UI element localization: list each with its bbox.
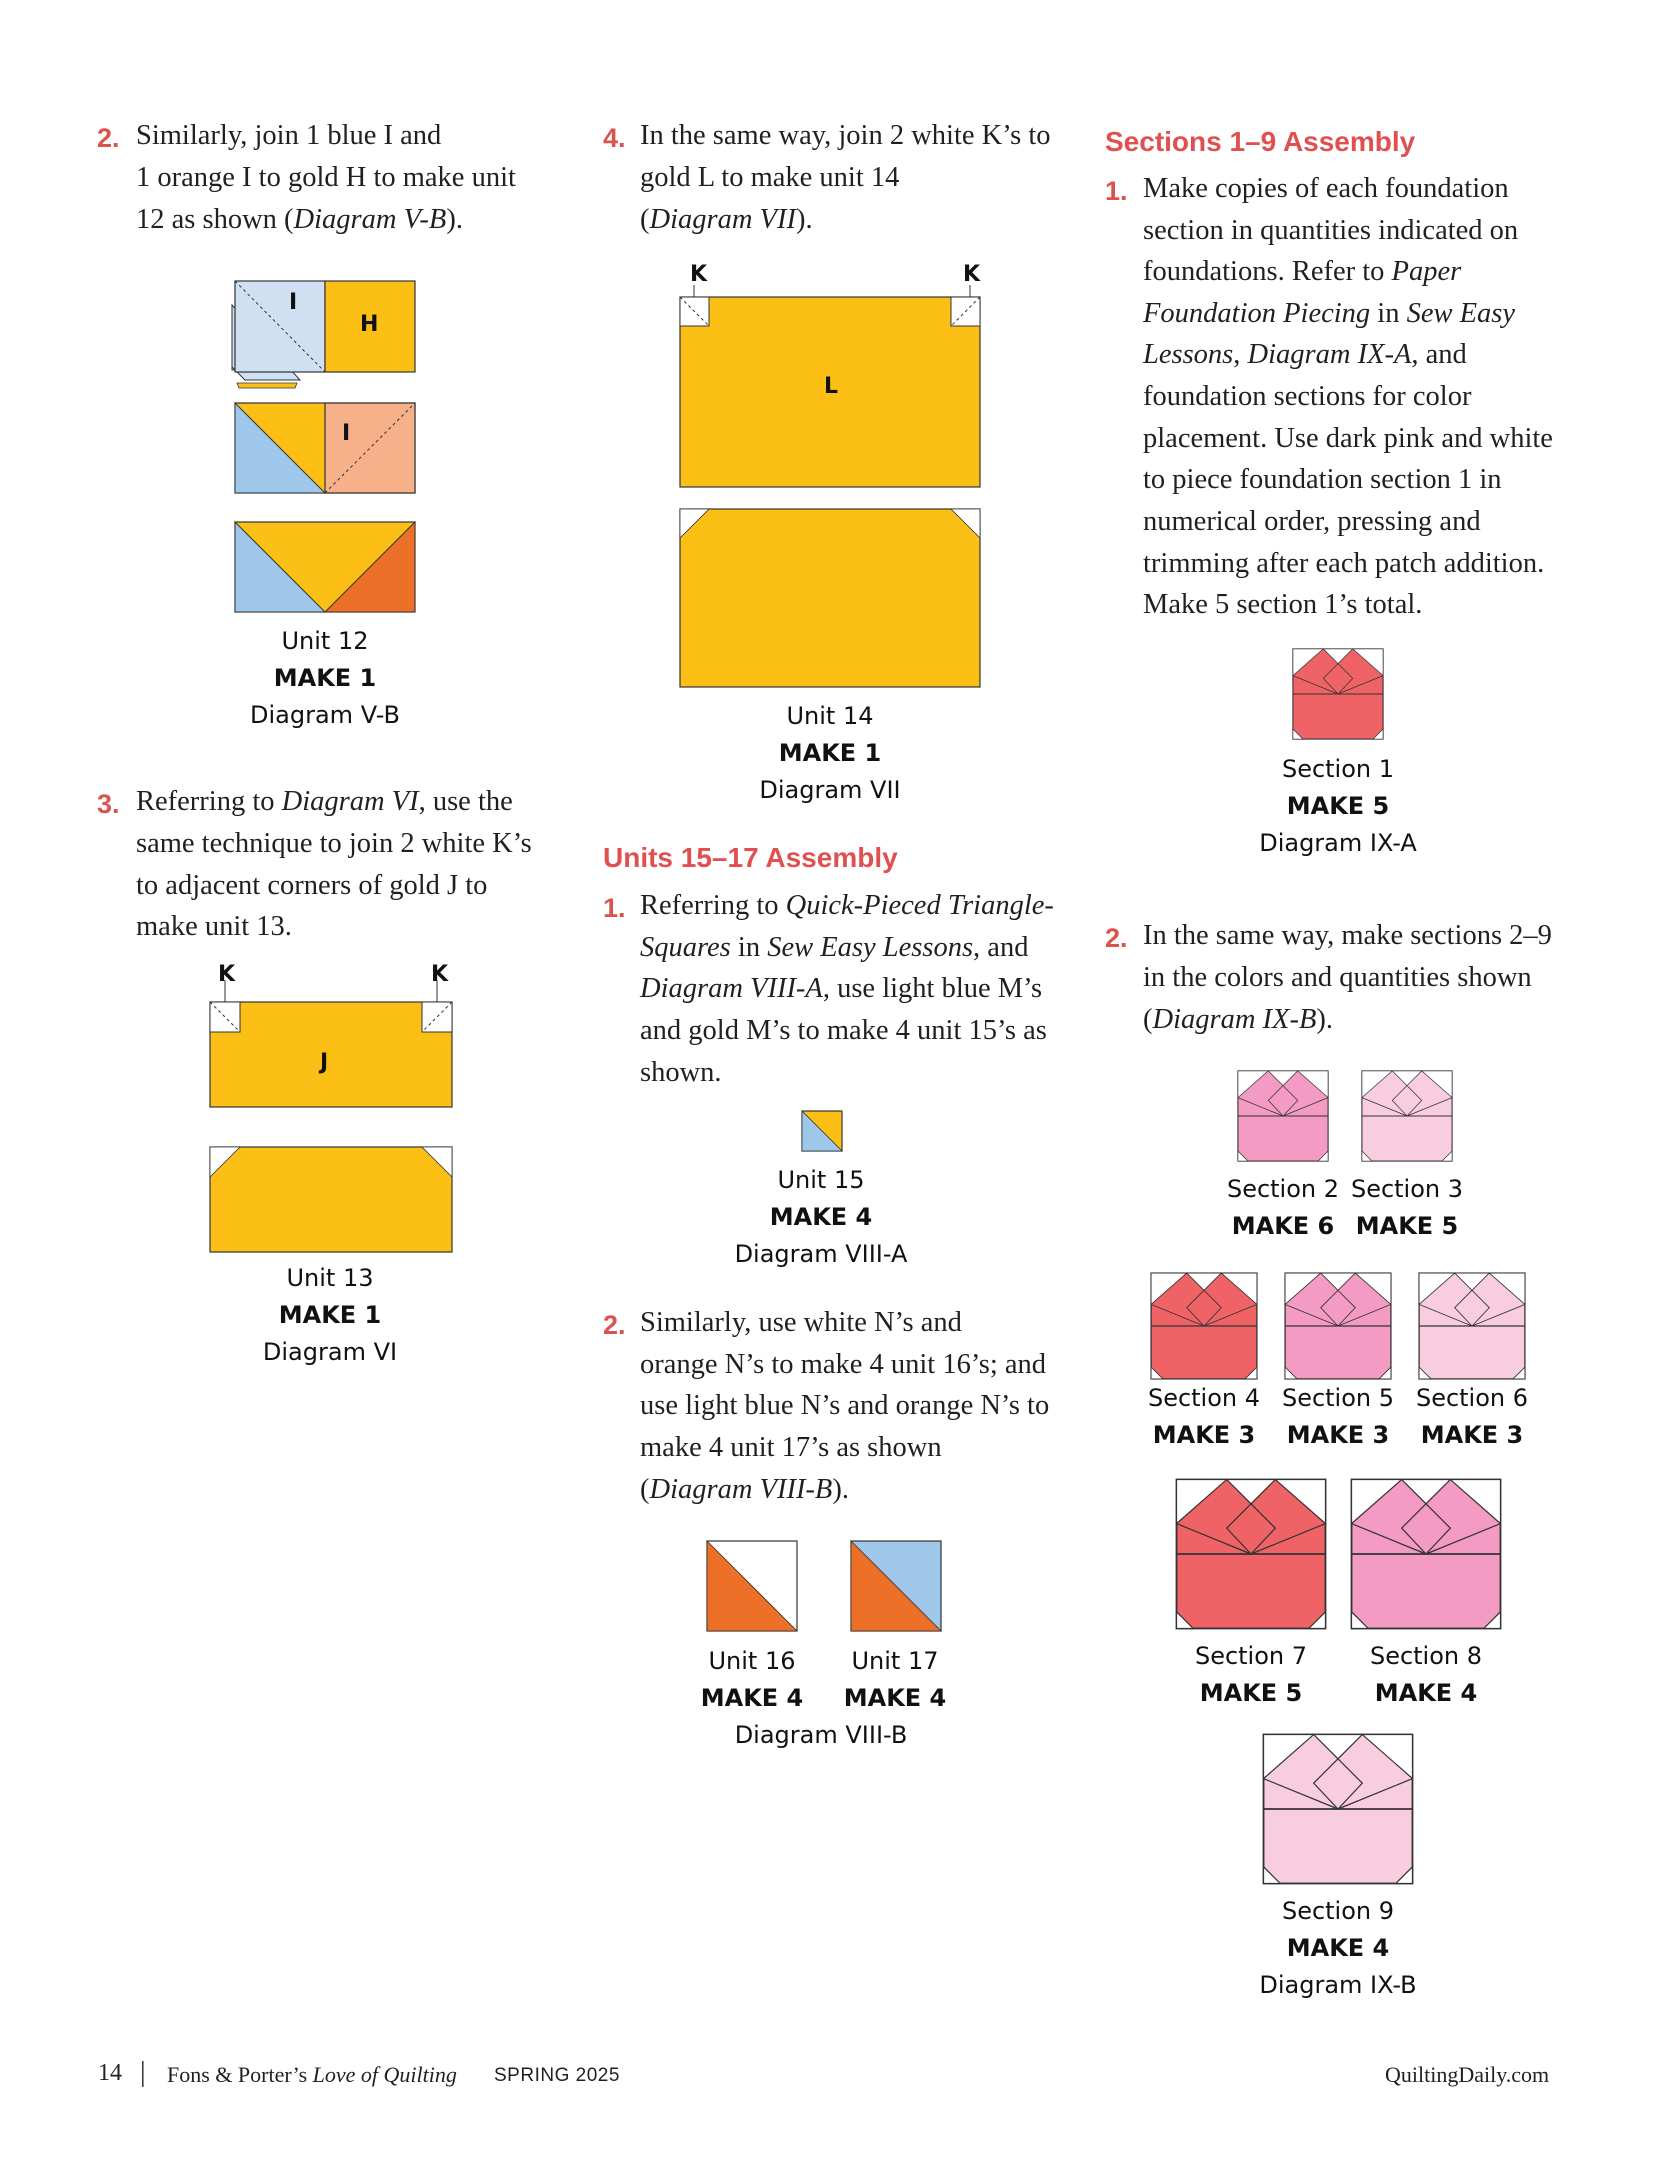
diagram-viii-a [801, 1110, 843, 1152]
caption-make: MAKE 1 [278, 1301, 382, 1329]
caption-section-2 [1213, 1171, 1353, 1245]
unit12-part-bottom [235, 522, 415, 612]
caption-section: Section 5 [1281, 1384, 1395, 1412]
section-heading-units-15-17: Units 15–17 Assembly [603, 842, 898, 873]
caption-section-3 [1337, 1171, 1477, 1245]
caption-section: Section 9 [1281, 1897, 1395, 1925]
section-8-block [1350, 1478, 1502, 1630]
caption-section: Section 6 [1415, 1384, 1529, 1412]
section-2-block [1237, 1070, 1329, 1162]
caption-diagram: Diagram IX-A [1259, 829, 1417, 857]
unit-17-block [850, 1540, 942, 1632]
website-link[interactable]: QuiltingDaily.com [1385, 2062, 1550, 2087]
label-i-mid: I [342, 421, 351, 446]
caption-section: Section 2 [1226, 1175, 1340, 1203]
caption-section-6 [1402, 1380, 1542, 1454]
caption-diagram: Diagram VIII-A [734, 1240, 908, 1268]
step-text-line: Similarly, join 1 blue I and [136, 120, 442, 151]
caption-section: Section 3 [1350, 1175, 1464, 1203]
caption-unit: Unit 12 [281, 627, 369, 655]
issue-label: SPRING 2025 [494, 2065, 620, 2086]
step-text-line: Foundation Piecing in Sew Easy [1143, 298, 1516, 329]
step-text-line: and gold M’s to make 4 unit 15’s as [640, 1015, 1047, 1046]
caption-make: MAKE 4 [843, 1684, 947, 1712]
diagram-vii [675, 285, 985, 690]
section-5-block [1284, 1272, 1392, 1380]
caption-diagram: Diagram V-B [250, 701, 400, 729]
caption-make: MAKE 1 [273, 664, 377, 692]
step-text-line: placement. Use dark pink and white [1143, 423, 1553, 454]
step-number: 1. [603, 893, 626, 923]
step-text-line: in the colors and quantities shown [1143, 962, 1532, 993]
section-9-block [1262, 1733, 1414, 1885]
step-text-line: Make copies of each foundation [1143, 173, 1509, 204]
caption-unit: Unit 15 [777, 1166, 865, 1194]
step-number: 2. [603, 1310, 626, 1340]
caption-section-8 [1351, 1638, 1501, 1712]
step-text-line: Lessons, Diagram IX-A, and [1143, 339, 1467, 370]
footer-separator: | [140, 2057, 146, 2088]
caption-unit: Unit 13 [286, 1264, 374, 1292]
step-text-line: shown. [640, 1057, 722, 1088]
unit12-part-top [232, 281, 415, 388]
step-text-line: Make 5 section 1’s total. [1143, 589, 1423, 620]
caption-unit-16 [672, 1643, 832, 1717]
caption-section: Section 7 [1194, 1642, 1308, 1670]
caption-make: MAKE 5 [1199, 1679, 1303, 1707]
label-h: H [360, 312, 379, 337]
step-text-line: (Diagram IX-B). [1143, 1004, 1333, 1035]
section-3-block [1361, 1070, 1453, 1162]
step-text-line: 1 orange I to gold H to make unit [136, 162, 516, 193]
caption-section-9 [1213, 1893, 1463, 2004]
step-text-line: (Diagram VII). [640, 204, 813, 235]
label-j: J [320, 1050, 329, 1075]
step-text-line: section in quantities indicated on [1143, 215, 1519, 246]
section-4-block [1150, 1272, 1258, 1380]
unit-16-block [706, 1540, 798, 1632]
step-text-line: numerical order, pressing and [1143, 506, 1481, 537]
step-text-line: same technique to join 2 white K’s [136, 828, 532, 859]
caption-unit-17 [815, 1643, 975, 1717]
caption-unit: Unit 17 [851, 1647, 939, 1675]
caption-make: MAKE 3 [1420, 1421, 1524, 1449]
step-text-line: orange N’s to make 4 unit 16’s; and [640, 1349, 1047, 1380]
step-text-line: Diagram VIII-A, use light blue M’s [640, 973, 1043, 1004]
label-l: L [824, 374, 839, 399]
step-text-line: use light blue N’s and orange N’s to [640, 1390, 1050, 1421]
label-i-top: I [289, 290, 298, 315]
label-k-left: K [218, 962, 236, 987]
step-text-line: foundation sections for color [1143, 381, 1472, 412]
page-number: 14 [98, 2060, 122, 2086]
caption-make: MAKE 5 [1286, 792, 1390, 820]
unit12-part-middle [235, 403, 415, 493]
step-text-line: (Diagram VIII-B). [640, 1474, 849, 1505]
step-text-line: gold L to make unit 14 [640, 162, 900, 193]
caption-make: MAKE 3 [1152, 1421, 1256, 1449]
caption-section: Section 4 [1147, 1384, 1261, 1412]
caption-unit-13 [200, 1260, 460, 1371]
caption-make: MAKE 4 [700, 1684, 804, 1712]
caption-diagram: Diagram VI [262, 1338, 398, 1366]
caption-unit-12 [195, 623, 455, 734]
caption-section-7 [1176, 1638, 1326, 1712]
caption-make: MAKE 1 [778, 739, 882, 767]
caption-diagram-viii-b: Diagram VIII-B [734, 1721, 908, 1749]
step-text-line: In the same way, join 2 white K’s to [640, 120, 1051, 151]
section-1-block [1292, 648, 1384, 740]
caption-make: MAKE 4 [769, 1203, 873, 1231]
step-number: 3. [97, 789, 120, 819]
caption-section-5 [1268, 1380, 1408, 1454]
step-text-line: foundations. Refer to Paper [1143, 256, 1462, 287]
label-k-right: K [431, 962, 449, 987]
step-text-line: Similarly, use white N’s and [640, 1307, 962, 1338]
step-text-line: to piece foundation section 1 in [1143, 464, 1502, 495]
caption-section: Section 1 [1281, 755, 1395, 783]
caption-make: MAKE 5 [1355, 1212, 1459, 1240]
step-text-line: 12 as shown (Diagram V-B). [136, 204, 463, 235]
section-6-block [1418, 1272, 1526, 1380]
step-text-line: to adjacent corners of gold J to [136, 870, 488, 901]
caption-section: Section 8 [1369, 1642, 1483, 1670]
section-7-block [1175, 1478, 1327, 1630]
step-number: 2. [1105, 923, 1128, 953]
step-text-line: make 4 unit 17’s as shown [640, 1432, 942, 1463]
step-text-line: Squares in Sew Easy Lessons, and [640, 932, 1029, 963]
caption-make: MAKE 3 [1286, 1421, 1390, 1449]
step-number: 2. [97, 123, 120, 153]
caption-unit-15 [691, 1162, 951, 1273]
step-text-line: Referring to Diagram VI, use the [136, 786, 513, 817]
caption-section-1 [1208, 751, 1468, 862]
magazine-title: Fons & Porter’s Love of Quilting [167, 2062, 457, 2087]
caption-make: MAKE 6 [1231, 1212, 1335, 1240]
caption-diagram: Diagram VII [759, 776, 901, 804]
step-text-line: make unit 13. [136, 911, 292, 942]
caption-make: MAKE 4 [1286, 1934, 1390, 1962]
caption-section-4 [1134, 1380, 1274, 1454]
step-number: 4. [603, 123, 626, 153]
caption-diagram: Diagram IX-B [1259, 1971, 1417, 1999]
step-text-line: Referring to Quick-Pieced Triangle- [640, 890, 1054, 921]
step-text-line: trimming after each patch addition. [1143, 548, 1545, 579]
diagram-v-b [225, 275, 425, 615]
step-number: 1. [1105, 176, 1128, 206]
caption-unit: Unit 16 [708, 1647, 796, 1675]
caption-unit: Unit 14 [786, 702, 874, 730]
label-k-right: K [963, 262, 981, 287]
step-text-line: In the same way, make sections 2–9 [1143, 920, 1552, 951]
caption-make: MAKE 4 [1374, 1679, 1478, 1707]
diagram-vi [205, 980, 455, 1250]
section-heading-sections-1-9: Sections 1–9 Assembly [1105, 126, 1416, 157]
caption-unit-14 [700, 698, 960, 809]
label-k-left: K [690, 262, 708, 287]
